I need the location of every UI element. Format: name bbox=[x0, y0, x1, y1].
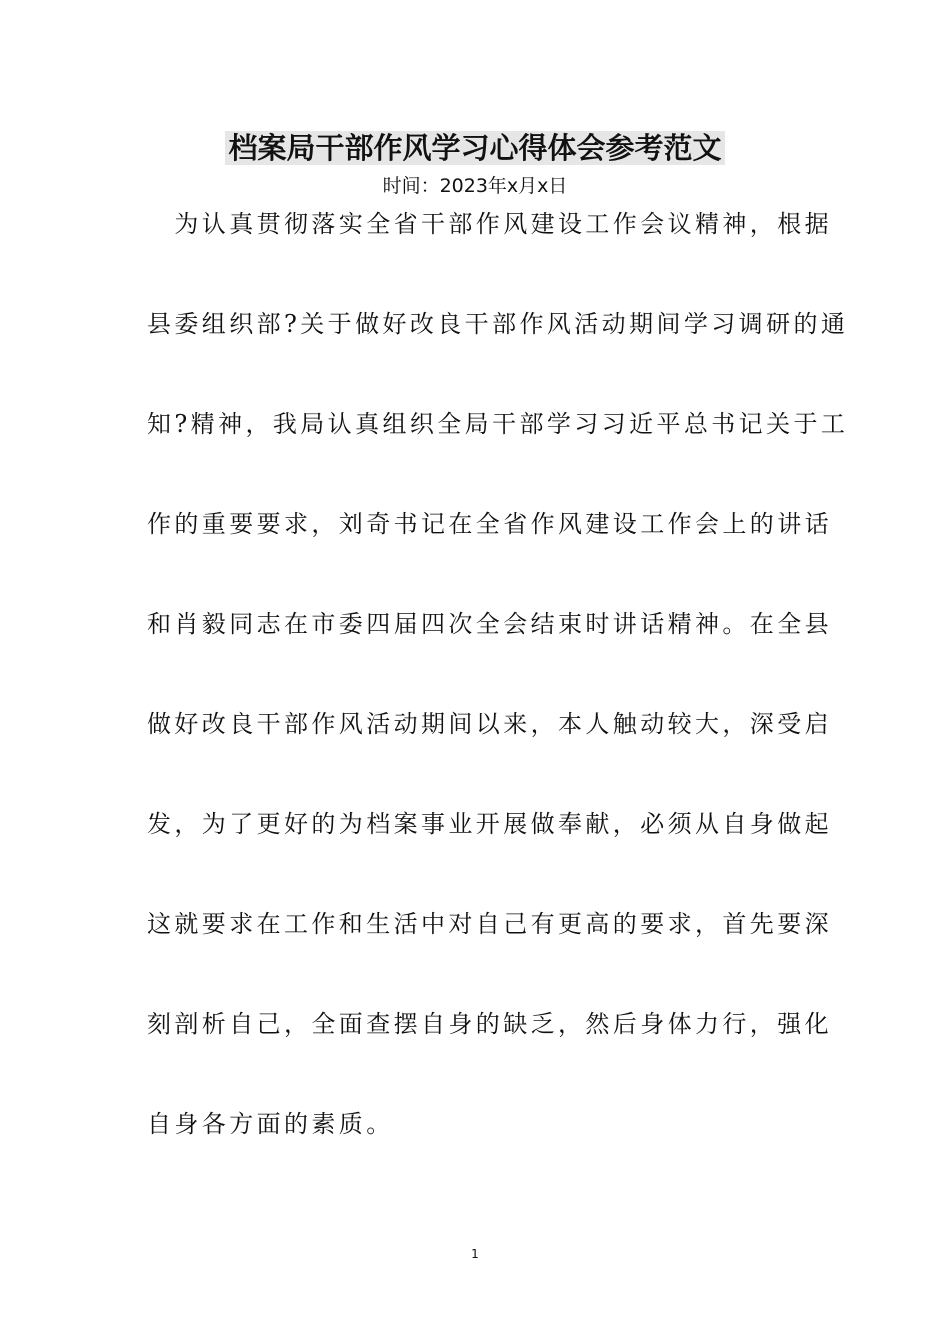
body-line: 刻剖析自己，全面查摆自身的缺乏，然后身体力行，强化 bbox=[147, 1010, 832, 1038]
document-title-text: 档案局干部作风学习心得体会参考范文 bbox=[225, 131, 724, 165]
body-line: 和肖毅同志在市委四届四次全会结束时讲话精神。在全县 bbox=[147, 610, 832, 638]
document-date: 时间：2023年x月x日 bbox=[382, 175, 568, 197]
document-body bbox=[147, 202, 849, 1202]
body-line: 县委组织部?关于做好改良干部作风活动期间学习调研的通 bbox=[147, 310, 849, 338]
body-line: 做好改良干部作风活动期间以来，本人触动较大，深受启 bbox=[147, 710, 832, 738]
body-line: 发，为了更好的为档案事业开展做奉献，必须从自身做起 bbox=[147, 810, 832, 838]
body-line: 知?精神，我局认真组织全局干部学习习近平总书记关于工 bbox=[147, 410, 849, 438]
body-line: 为认真贯彻落实全省干部作风建设工作会议精神，根据 bbox=[147, 210, 832, 238]
document-title bbox=[0, 128, 950, 168]
body-line: 作的重要要求，刘奇书记在全省作风建设工作会上的讲话 bbox=[147, 510, 832, 538]
body-line: 自身各方面的素质。 bbox=[147, 1110, 394, 1138]
page-number: 1 bbox=[471, 1247, 479, 1261]
body-line: 这就要求在工作和生活中对自己有更高的要求，首先要深 bbox=[147, 910, 832, 938]
